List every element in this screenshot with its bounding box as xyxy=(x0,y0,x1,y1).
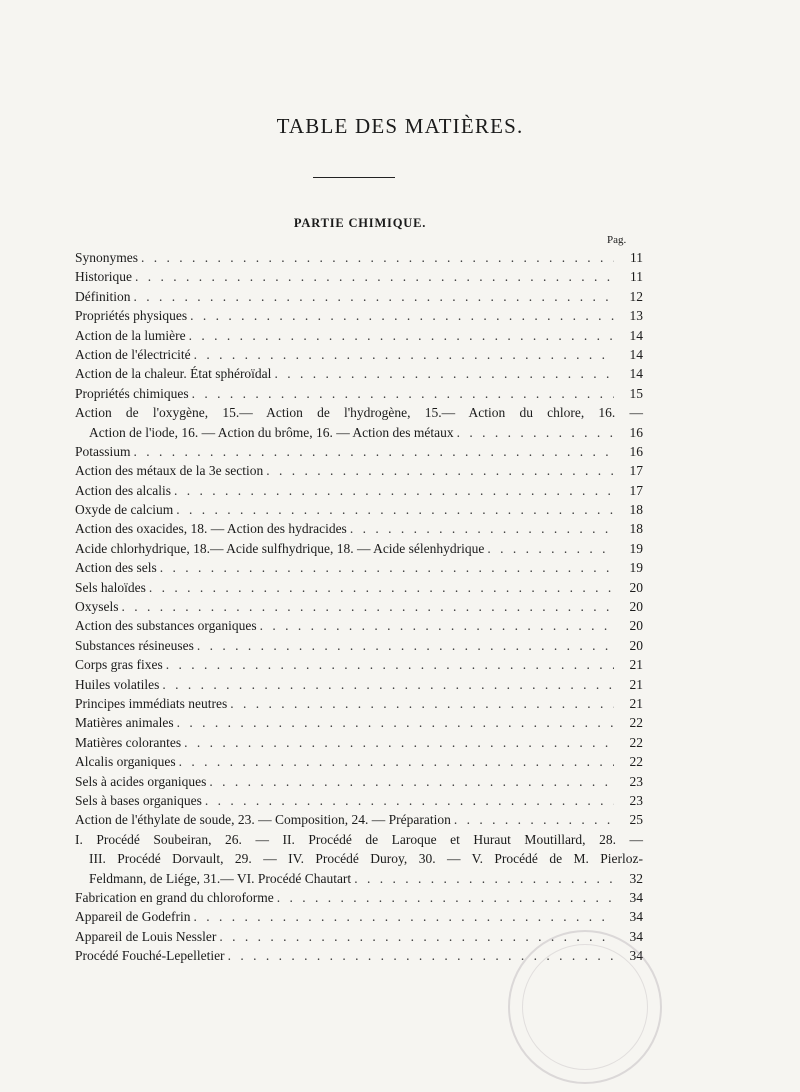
toc-entry-page: 22 xyxy=(629,715,643,731)
toc-entry-label: Action des substances organiques xyxy=(75,618,257,634)
dot-leader xyxy=(141,248,614,267)
toc-entry-label: Oxysels xyxy=(75,599,119,615)
toc-entry-page: 34 xyxy=(629,948,643,964)
toc-entry-label: Huiles volatiles xyxy=(75,676,160,692)
toc-entry-page: 12 xyxy=(629,288,643,304)
toc-entry-page: 20 xyxy=(629,637,643,653)
toc-entry-label: Propriétés physiques xyxy=(75,308,188,324)
toc-entry-page: 13 xyxy=(629,308,643,324)
toc-entry-label: Action de l'éthylate de soude, 23. — Composition, 24. — Préparation xyxy=(75,812,451,828)
dot-leader xyxy=(230,694,614,713)
toc-entry xyxy=(75,500,643,519)
toc-entry-label: Synonymes xyxy=(75,250,139,265)
toc-entry xyxy=(75,287,643,306)
toc-entry-label: Sels haloïdes xyxy=(75,579,146,595)
toc-entry xyxy=(75,248,643,267)
toc-entry xyxy=(75,616,643,635)
toc-entry-label: Fabrication en grand du chloroforme xyxy=(75,889,274,905)
toc-entry-label: Action des oxacides, 18. — Action des hydracides xyxy=(75,521,347,537)
toc-entry-label: Action de la lumière xyxy=(75,327,186,343)
toc-entry-page: 21 xyxy=(629,657,643,673)
toc-entry xyxy=(75,888,643,907)
toc-entry-page: 16 xyxy=(629,443,643,459)
toc-entry-page: 11 xyxy=(630,250,643,265)
dot-leader xyxy=(354,869,614,888)
dot-leader xyxy=(457,423,614,442)
toc-entry-page: 17 xyxy=(629,463,643,479)
toc-entry-label: Appareil de Godefrin xyxy=(75,909,191,925)
dot-leader xyxy=(162,675,614,694)
toc-entry-label: Corps gras fixes xyxy=(75,657,163,673)
toc-entry-page: 17 xyxy=(629,482,643,498)
toc-entry-label: Appareil de Louis Nessler xyxy=(75,928,217,944)
dot-leader xyxy=(260,616,614,635)
toc-entry-label: Action de la chaleur. État sphéroïdal xyxy=(75,366,272,382)
toc-entry-line: III. Procédé Dorvault, 29. — IV. Procédé Duroy, 30. — V. Procédé de M. Pierloz- xyxy=(89,851,643,867)
toc-entry xyxy=(75,326,643,345)
toc-entry xyxy=(75,306,643,325)
toc-entry-page: 32 xyxy=(629,870,643,886)
dot-leader xyxy=(277,888,614,907)
toc-entry xyxy=(75,539,643,558)
page-column-heading: Pag. xyxy=(607,234,627,246)
toc-entry xyxy=(75,442,643,461)
toc-entry-label: Matières colorantes xyxy=(75,734,182,750)
toc-entry-label: Matières animales xyxy=(75,715,174,731)
toc-entry xyxy=(75,655,643,674)
toc-entry-page: 23 xyxy=(629,792,643,808)
dot-leader xyxy=(274,364,614,383)
toc-entry-label: Action de l'électricité xyxy=(75,346,191,362)
dot-leader xyxy=(134,442,614,461)
toc-entry-page: 18 xyxy=(629,521,643,537)
dot-leader xyxy=(192,384,614,403)
dot-leader xyxy=(134,287,615,306)
toc-entry-label: Potassium xyxy=(75,443,131,459)
toc-entry-label: Feldmann, de Liége, 31.— VI. Procédé Chautart xyxy=(89,870,352,886)
toc-entry xyxy=(75,772,643,791)
section-heading: PARTIE CHIMIQUE. xyxy=(293,216,427,230)
toc-entry-page: 19 xyxy=(629,540,643,556)
dot-leader xyxy=(487,539,614,558)
toc-entry-page: 21 xyxy=(629,676,643,692)
toc-entry-page: 14 xyxy=(629,346,643,362)
toc-entry-line: I. Procédé Soubeiran, 26. — II. Procédé de Laroque et Huraut Moutillard, 28. — xyxy=(75,831,643,847)
toc-entry-page: 22 xyxy=(629,754,643,770)
toc-entry-page: 14 xyxy=(629,327,643,343)
dot-leader xyxy=(266,461,614,480)
toc-entry-label: Propriétés chimiques xyxy=(75,385,189,401)
toc-entry xyxy=(75,791,643,810)
toc-entry-page: 11 xyxy=(630,269,643,285)
library-stamp xyxy=(508,930,662,1084)
dot-leader xyxy=(194,345,614,364)
toc-entry xyxy=(75,345,643,364)
toc-entry xyxy=(75,519,643,538)
toc-entry-label: Action de l'iode, 16. — Action du brôme, 16. — Action des métaux xyxy=(89,424,454,440)
toc-entry-page: 19 xyxy=(629,560,643,576)
dot-leader xyxy=(135,267,614,286)
dot-leader xyxy=(176,500,614,519)
dot-leader xyxy=(350,519,614,538)
title-divider xyxy=(313,177,395,178)
dot-leader xyxy=(177,713,614,732)
toc-entry xyxy=(75,675,643,694)
toc-entry-label: Principes immédiats neutres xyxy=(75,695,228,711)
dot-leader xyxy=(184,733,614,752)
toc-entry-page: 20 xyxy=(629,599,643,615)
toc-entry-line: Action de l'oxygène, 15.— Action de l'hydrogène, 15.— Action du chlore, 16. — xyxy=(75,405,643,421)
toc-entry xyxy=(75,869,643,888)
dot-leader xyxy=(205,791,614,810)
toc-entry xyxy=(75,733,643,752)
toc-entry xyxy=(75,636,643,655)
toc-list xyxy=(75,248,643,965)
toc-entry xyxy=(75,907,643,926)
dot-leader xyxy=(166,655,614,674)
dot-leader xyxy=(193,907,614,926)
page-title: TABLE DES MATIÈRES. xyxy=(276,114,524,138)
toc-entry-page: 18 xyxy=(629,502,643,518)
toc-entry-label: Procédé Fouché-Lepelletier xyxy=(75,948,225,964)
toc-entry-label: Substances résineuses xyxy=(75,637,194,653)
toc-entry-label: Définition xyxy=(75,288,131,304)
toc-entry xyxy=(75,267,643,286)
toc-entry xyxy=(75,384,643,403)
toc-entry-label: Acide chlorhydrique, 18.— Acide sulfhydrique, 18. — Acide sélenhydrique xyxy=(75,540,485,556)
toc-entry-page: 14 xyxy=(629,366,643,382)
toc-entry xyxy=(75,461,643,480)
toc-entry-label: Oxyde de calcium xyxy=(75,502,174,518)
toc-entry-label: Sels à bases organiques xyxy=(75,792,202,808)
toc-entry-page: 22 xyxy=(629,734,643,750)
toc-entry xyxy=(75,694,643,713)
dot-leader xyxy=(149,578,614,597)
toc-entry xyxy=(75,752,643,771)
dot-leader xyxy=(197,636,614,655)
toc-entry-page: 23 xyxy=(629,773,643,789)
dot-leader xyxy=(122,597,615,616)
toc-entry-page: 21 xyxy=(629,695,643,711)
toc-entry-label: Sels à acides organiques xyxy=(75,773,207,789)
toc-entry-page: 20 xyxy=(629,618,643,634)
dot-leader xyxy=(189,326,614,345)
dot-leader xyxy=(179,752,614,771)
toc-entry xyxy=(75,558,643,577)
dot-leader xyxy=(160,558,614,577)
toc-entry-label: Historique xyxy=(75,269,132,285)
toc-entry xyxy=(75,810,643,829)
toc-entry-page: 16 xyxy=(629,424,643,440)
dot-leader xyxy=(174,481,614,500)
toc-entry-page: 34 xyxy=(629,889,643,905)
dot-leader xyxy=(190,306,614,325)
toc-entry xyxy=(75,597,643,616)
toc-entry-label: Action des métaux de la 3e section xyxy=(75,463,264,479)
toc-entry-label: Action des alcalis xyxy=(75,482,171,498)
toc-entry xyxy=(75,481,643,500)
toc-entry-label: Alcalis organiques xyxy=(75,754,176,770)
toc-entry xyxy=(75,713,643,732)
toc-entry-label: Action des sels xyxy=(75,560,157,576)
dot-leader xyxy=(454,810,614,829)
toc-entry-page: 25 xyxy=(629,812,643,828)
toc-entry xyxy=(75,423,643,442)
toc-entry-page: 20 xyxy=(629,579,643,595)
toc-entry xyxy=(75,578,643,597)
dot-leader xyxy=(209,772,614,791)
toc-entry-page: 34 xyxy=(629,928,643,944)
toc-entry-page: 15 xyxy=(629,385,643,401)
toc-entry xyxy=(75,364,643,383)
toc-entry-page: 34 xyxy=(629,909,643,925)
